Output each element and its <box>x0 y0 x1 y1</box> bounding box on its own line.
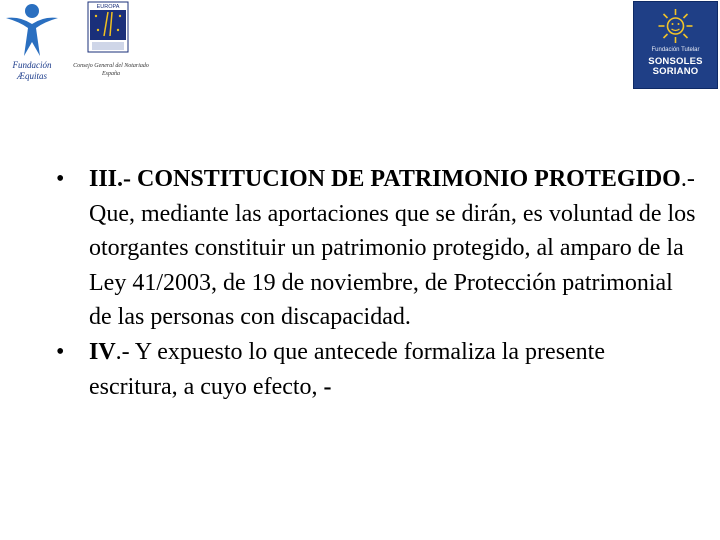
bullet-marker: • <box>56 338 65 365</box>
slide-body <box>56 162 696 404</box>
notary-emblem-icon <box>64 0 158 62</box>
notariado-caption: Consejo General del Notariado España <box>73 63 149 77</box>
bullet-heading: IV <box>89 338 116 365</box>
fundacion-aequitas-logo <box>4 2 60 86</box>
notariado-logo <box>64 0 158 84</box>
sun-icon <box>634 2 717 46</box>
bullet-heading: III.- CONSTITUCION DE PATRIMONIO PROTEGIDO <box>89 166 681 192</box>
sonsoles-name <box>634 57 717 77</box>
sonsoles-name-line1: SONSOLES <box>648 56 703 67</box>
aequitas-caption-line2: Æquitas <box>16 71 47 81</box>
person-figure-icon <box>4 2 60 60</box>
aequitas-caption <box>4 60 60 82</box>
bullet-marker: • <box>56 166 65 192</box>
europa-label: EUROPA <box>96 4 120 10</box>
aequitas-caption-line1: Fundación <box>12 60 52 70</box>
bullet-body: .- Y expuesto lo que antecede formaliza la presente escritura, a cuyo efecto, <box>89 338 605 400</box>
bullet-trailing-dash: - <box>317 373 332 400</box>
sonsoles-name-line2: SORIANO <box>652 66 699 77</box>
sonsoles-soriano-logo <box>633 1 718 89</box>
bullet-list <box>56 162 696 404</box>
bullet-item-iii <box>56 162 696 335</box>
bullet-body: .- Que, mediante las aportaciones que se dirán, es voluntad de los otorgantes constituir un patrimonio protegido, al amparo de la Ley 41/2003, de 19 de noviembre, de Protección patrimonial de las personas con discapacidad. <box>89 166 696 331</box>
bullet-item-iv <box>56 335 696 404</box>
sonsoles-small-text: Fundación Tutelar <box>651 47 700 53</box>
